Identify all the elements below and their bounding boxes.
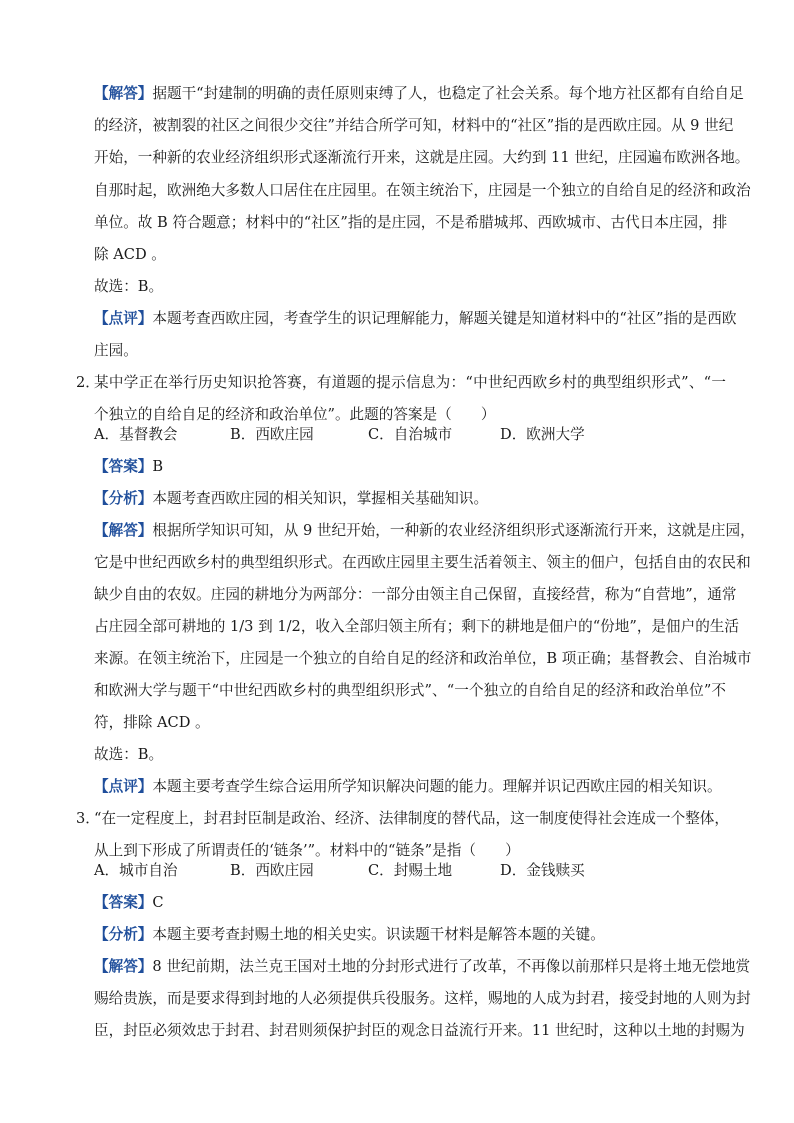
q2-jieda-line-2: 它是中世纪西欧乡村的典型组织形式。在西欧庄园里主要生活着领主、领主的佃户，包括自由的农民和: [94, 554, 751, 571]
dianping-tag: 【点评】: [94, 778, 153, 795]
q1-jieda-line-1: 【解答】据题干“封建制的明确的责任原则束缚了人，也稳定了社会关系。每个地方社区都有自给自足: [94, 85, 744, 102]
q1-dianping-line-1: 【点评】本题考查西欧庄园，考查学生的识记理解能力，解题关键是知道材料中的“社区”指的是西欧: [94, 310, 737, 327]
q2-dianping: 【点评】本题主要考查学生综合运用所学知识解决问题的能力。理解并识记西欧庄园的相关知识。: [94, 778, 722, 795]
q1-choice: 故选：B。: [94, 278, 164, 295]
q3-option-c: C．封赐土地: [368, 862, 453, 879]
q2-stem-line-2: 个独立的自给自足的经济和政治单位”。此题的答案是（ ）: [94, 406, 496, 423]
q2-jieda-line-7: 符，排除 ACD 。: [94, 714, 210, 731]
q1-jieda-line-2: 的经济，被割裂的社区之间很少交往”并结合所学可知，材料中的“社区”指的是西欧庄园。从 9 世纪: [94, 117, 734, 134]
q3-number: 3．: [76, 810, 100, 827]
q1-jieda-line-3: 开始，一种新的农业经济组织形式逐渐流行开来，这就是庄园。大约到 11 世纪，庄园遍布欧洲各地。: [94, 149, 750, 166]
q2-number: 2．: [76, 374, 100, 391]
jieda-tag: 【解答】: [94, 522, 153, 539]
q3-option-a: A．城市自治: [94, 862, 178, 879]
q3-option-d: D．金钱赎买: [500, 862, 585, 879]
q3-answer: 【答案】C: [94, 894, 164, 911]
q2-option-a: A．基督教会: [94, 426, 178, 443]
jieda-tag: 【解答】: [94, 85, 153, 102]
q2-fenxi: 【分析】本题考查西欧庄园的相关知识，掌握相关基础知识。: [94, 490, 489, 507]
fenxi-tag: 【分析】: [94, 490, 153, 507]
q2-stem-line-1: 某中学正在举行历史知识抢答赛，有道题的提示信息为：“中世纪西欧乡村的典型组织形式”、“一: [94, 374, 726, 391]
q2-jieda-line-1: 【解答】根据所学知识可知，从 9 世纪开始，一种新的农业经济组织形式逐渐流行开来，这就是庄园，: [94, 522, 755, 539]
answer-tag: 【答案】: [94, 894, 153, 911]
q3-jieda-line-3: 臣，封臣必须效忠于封君、封君则须保护封臣的观念日益流行开来。11 世纪时，这种以土地的封赐为: [94, 1022, 745, 1039]
q1-jieda-line-5: 单位。故 B 符合题意；材料中的“社区”指的是庄园，不是希腊城邦、西欧城市、古代日本庄园，排: [94, 214, 728, 231]
q1-jieda-line-4: 自那时起，欧洲绝大多数人口居住在庄园里。在领主统治下，庄园是一个独立的自给自足的经济和政治: [94, 182, 751, 199]
q3-option-b: B．西欧庄园: [230, 862, 314, 879]
q3-jieda-line-2: 赐给贵族，而是要求得到封地的人必须提供兵役服务。这样，赐地的人成为封君，接受封地的人则为封: [94, 990, 751, 1007]
q3-jieda-line-1: 【解答】8 世纪前期，法兰克王国对土地的分封形式进行了改革，不再像以前那样只是将土地无偿地赏: [94, 958, 751, 975]
q3-stem-line-2: 从上到下形成了所谓责任的‘链条’”。材料中的“链条”是指（ ）: [94, 842, 520, 859]
q2-option-b: B．西欧庄园: [230, 426, 314, 443]
jieda-tag: 【解答】: [94, 958, 153, 975]
q2-option-c: C．自治城市: [368, 426, 453, 443]
q2-answer: 【答案】B: [94, 458, 164, 475]
fenxi-tag: 【分析】: [94, 926, 153, 943]
q2-jieda-line-5: 来源。在领主统治下，庄园是一个独立的自给自足的经济和政治单位，B 项正确；基督教会、自治城市: [94, 650, 752, 667]
q2-choice: 故选：B。: [94, 746, 164, 763]
answer-tag: 【答案】: [94, 458, 153, 475]
q2-jieda-line-6: 和欧洲大学与题干“中世纪西欧乡村的典型组织形式”、“一个独立的自给自足的经济和政治单位”不: [94, 682, 726, 699]
q3-fenxi: 【分析】本题主要考查封赐土地的相关史实。识读题干材料是解答本题的关键。: [94, 926, 605, 943]
dianping-tag: 【点评】: [94, 310, 153, 327]
q2-option-d: D．欧洲大学: [500, 426, 585, 443]
q2-jieda-line-4: 占庄园全部可耕地的 1/3 到 1/2，收入全部归领主所有；剩下的耕地是佃户的“份地”，是佃户的生活: [94, 618, 739, 635]
q1-dianping-line-2: 庄园。: [94, 342, 138, 359]
q1-jieda-line-6: 除 ACD 。: [94, 246, 166, 263]
q2-jieda-line-3: 缺少自由的农奴。庄园的耕地分为两部分：一部分由领主自己保留，直接经营，称为“自营地”，通常: [94, 586, 737, 603]
q3-stem-line-1: “在一定程度上，封君封臣制是政治、经济、法律制度的替代品，这一制度使得社会连成一个整体，: [94, 810, 729, 827]
